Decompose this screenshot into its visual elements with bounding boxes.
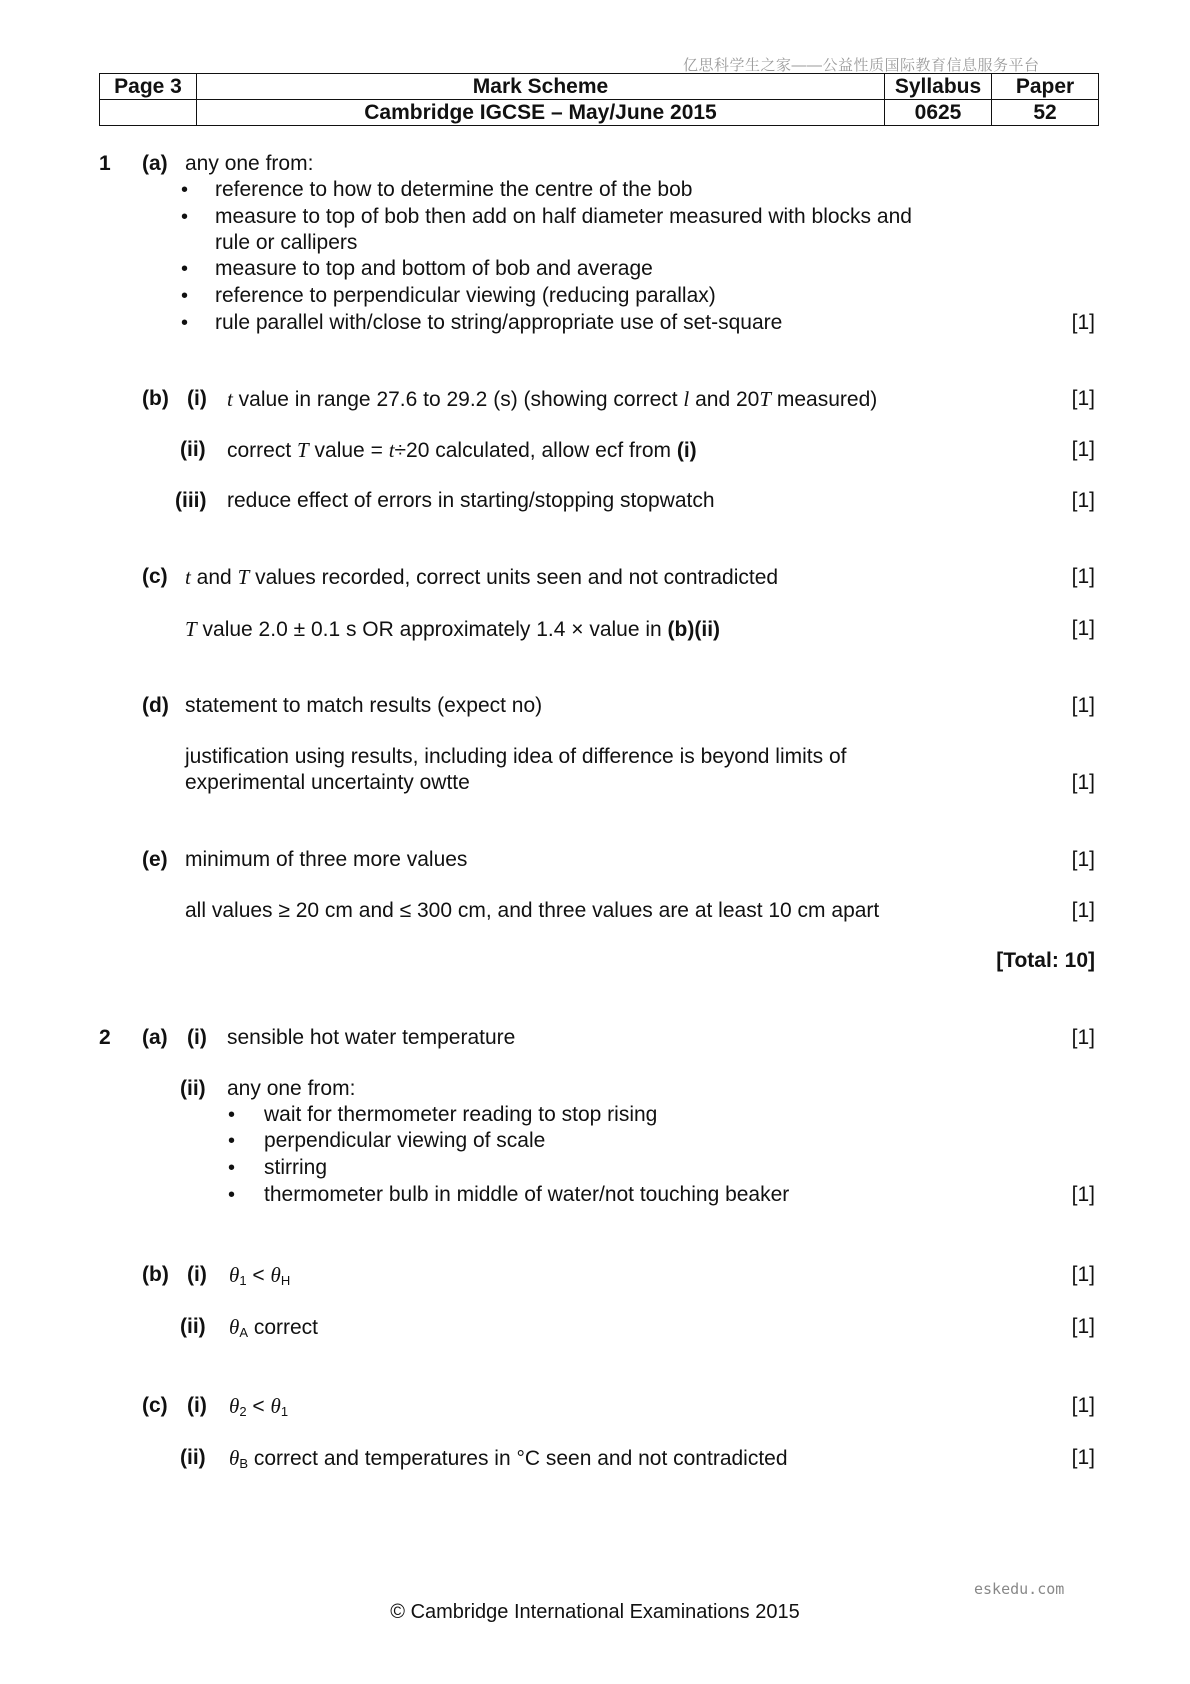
bullet-icon: • <box>181 179 189 201</box>
answer-text: T value 2.0 ± 0.1 s OR approximately 1.4 × value in (b)(ii) <box>185 617 721 641</box>
mark: [1] <box>1071 848 1095 871</box>
answer-text: $\theta_A$ correct <box>229 1315 319 1340</box>
part-label: (d) <box>142 694 169 717</box>
mark: [1] <box>1071 899 1095 922</box>
subpart-label: (i) <box>187 1263 207 1286</box>
mark: [1] <box>1071 489 1095 512</box>
bullet-icon: • <box>181 312 189 334</box>
watermark-text: 亿思科学生之家——公益性质国际教育信息服务平台 <box>683 57 1040 74</box>
bullet-icon: • <box>181 206 189 228</box>
list-item: stirring <box>264 1156 328 1179</box>
list-item: reference to how to determine the centre of the bob <box>215 178 693 201</box>
page-number: Page 3 <box>100 74 197 100</box>
part-label: (b) <box>142 387 169 410</box>
list-item: rule parallel with/close to string/appropriate use of set-square <box>215 311 783 334</box>
mark: [1] <box>1071 1263 1095 1286</box>
list-item: perpendicular viewing of scale <box>264 1129 546 1152</box>
answer-text: $\theta_B$ correct and temperatures in °C seen and not contradicted <box>229 1446 788 1471</box>
page-title: Mark Scheme <box>197 74 885 100</box>
paper-label: Paper <box>992 74 1099 100</box>
subpart-label: (ii) <box>180 1077 206 1100</box>
mark: [1] <box>1071 1394 1095 1417</box>
list-item: thermometer bulb in middle of water/not touching beaker <box>264 1183 790 1206</box>
mark: [1] <box>1071 694 1095 717</box>
mark: [1] <box>1071 1183 1095 1206</box>
answer-text: all values ≥ 20 cm and ≤ 300 cm, and three values are at least 10 cm apart <box>185 899 880 922</box>
subpart-label: (i) <box>187 387 207 410</box>
subpart-label: (i) <box>187 1394 207 1417</box>
list-item: measure to top of bob then add on half diameter measured with blocks and <box>215 205 912 228</box>
part-label: (c) <box>142 565 168 588</box>
mark: [1] <box>1071 1446 1095 1469</box>
part-label: (a) <box>142 1026 168 1049</box>
part-label: (a) <box>142 152 168 175</box>
answer-text: sensible hot water temperature <box>227 1026 516 1049</box>
part-intro: any one from: <box>227 1077 356 1100</box>
bullet-icon: • <box>228 1130 236 1152</box>
list-item-continuation: rule or callipers <box>215 231 358 254</box>
subpart-label: (i) <box>187 1026 207 1049</box>
bullet-icon: • <box>228 1104 236 1126</box>
answer-text: $\theta_2 < \theta_1$ <box>229 1394 289 1419</box>
subpart-label: (iii) <box>175 489 207 512</box>
part-intro: any one from: <box>185 152 314 175</box>
answer-text: statement to match results (expect no) <box>185 694 543 717</box>
answer-text: reduce effect of errors in starting/stopping stopwatch <box>227 489 715 512</box>
list-item: measure to top and bottom of bob and average <box>215 257 653 280</box>
answer-text: experimental uncertainty owtte <box>185 771 470 794</box>
mark: [1] <box>1071 387 1095 410</box>
bullet-icon: • <box>228 1157 236 1179</box>
header-empty-cell <box>100 100 197 126</box>
syllabus-code: 0625 <box>885 100 992 126</box>
mark: [1] <box>1071 771 1095 794</box>
subpart-label: (ii) <box>180 1315 206 1338</box>
answer-text: t and T values recorded, correct units seen and not contradicted <box>185 565 779 589</box>
mark: [1] <box>1071 1315 1095 1338</box>
part-label: (b) <box>142 1263 169 1286</box>
subpart-label: (ii) <box>180 1446 206 1469</box>
subpart-label: (ii) <box>180 438 206 461</box>
part-label: (c) <box>142 1394 168 1417</box>
total-marks: [Total: 10] <box>996 949 1095 972</box>
answer-text: correct T value = t÷20 calculated, allow ecf from (i) <box>227 438 697 462</box>
answer-text: $\theta_1 < \theta_H$ <box>229 1263 291 1288</box>
answer-text: minimum of three more values <box>185 848 468 871</box>
mark: [1] <box>1071 1026 1095 1049</box>
copyright-text: © Cambridge International Examinations 2015 <box>390 1601 800 1623</box>
part-label: (e) <box>142 848 168 871</box>
mark: [1] <box>1071 438 1095 461</box>
mark: [1] <box>1071 565 1095 588</box>
bullet-icon: • <box>181 258 189 280</box>
exam-title: Cambridge IGCSE – May/June 2015 <box>197 100 885 126</box>
list-item: reference to perpendicular viewing (reducing parallax) <box>215 284 716 307</box>
bullet-icon: • <box>181 285 189 307</box>
bullet-icon: • <box>228 1184 236 1206</box>
answer-text: t value in range 27.6 to 29.2 (s) (showing correct l and 20T measured) <box>227 387 878 411</box>
paper-number: 52 <box>992 100 1099 126</box>
question-number: 1 <box>99 152 111 175</box>
syllabus-label: Syllabus <box>885 74 992 100</box>
mark: [1] <box>1071 617 1095 640</box>
footer-site-text: eskedu.com <box>974 1580 1065 1598</box>
mark: [1] <box>1071 311 1095 334</box>
answer-text: justification using results, including idea of difference is beyond limits of <box>185 745 847 768</box>
header-table <box>99 73 1099 126</box>
question-number: 2 <box>99 1026 111 1049</box>
list-item: wait for thermometer reading to stop rising <box>264 1103 658 1126</box>
